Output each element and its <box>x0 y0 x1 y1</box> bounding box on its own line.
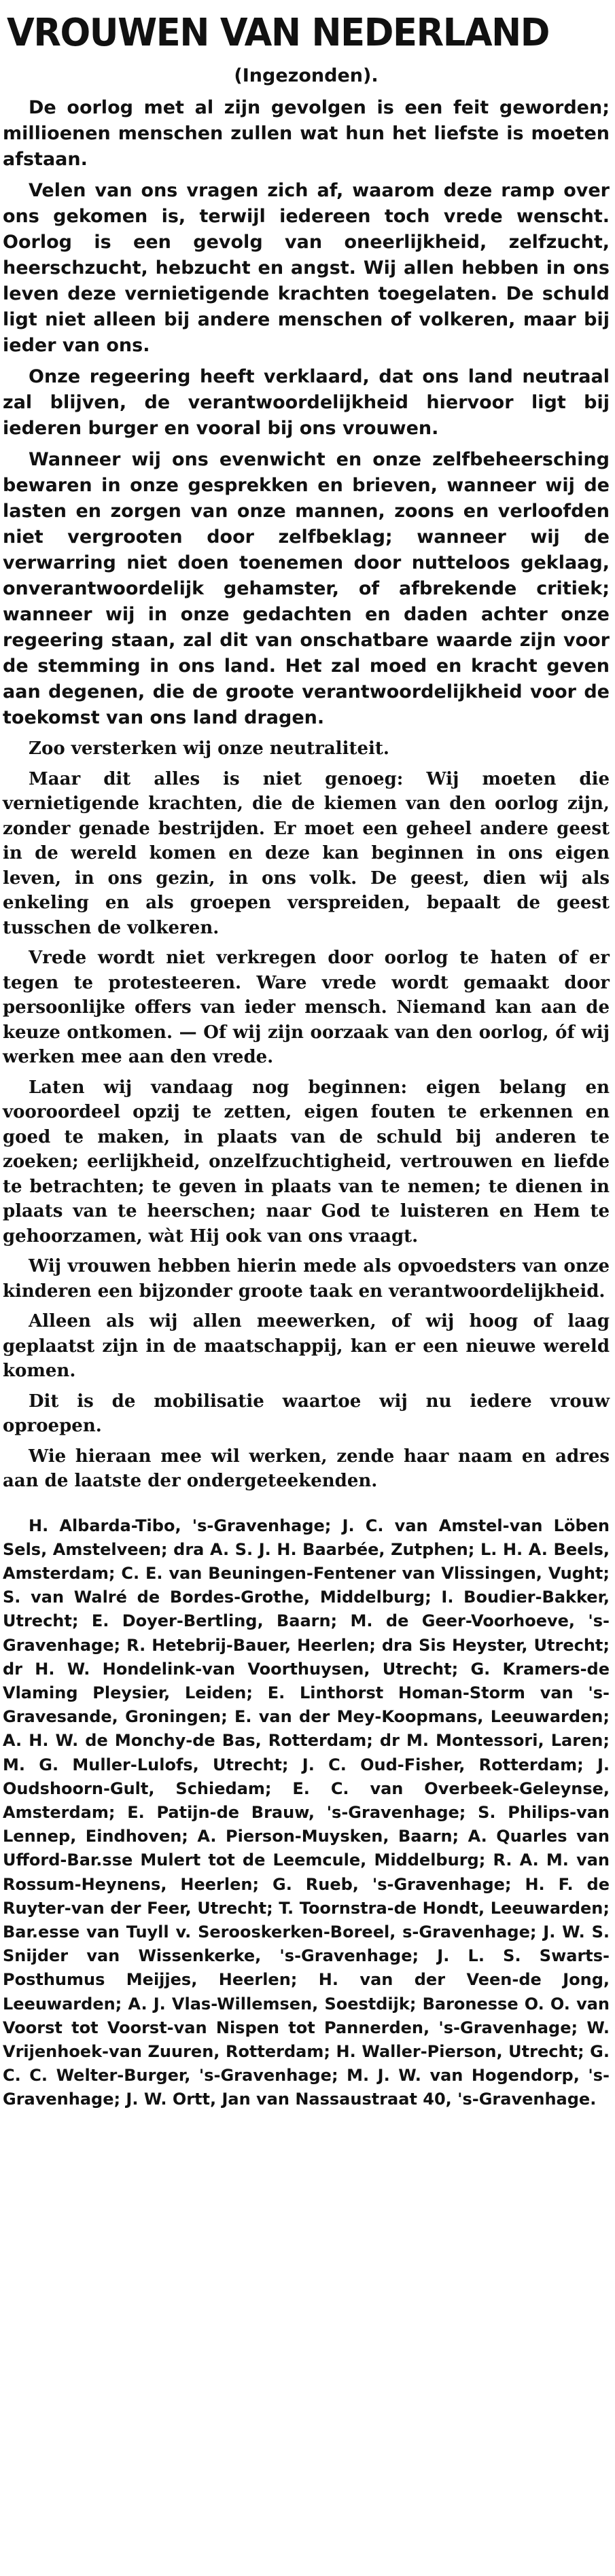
article-headline: VROUWEN VAN NEDERLAND <box>7 11 550 55</box>
article-paragraph: Velen van ons vragen zich af, waarom deze ramp over ons gekomen is, terwijl iedereen toch vrede wenscht. Oorlog is een gevolg van oneerlijkheid, zelfzucht, heerschzucht, hebzucht en angst. Wij allen hebben in ons leven deze vernietigende krachten toegelaten. De schuld ligt niet alleen bij andere menschen of volkeren, maar bij ieder van ons. <box>3 180 610 356</box>
article-paragraph: De oorlog met al zijn gevolgen is een feit geworden; millioenen menschen zullen wat hun het liefste is moeten afstaan. <box>3 97 610 170</box>
article-paragraph: Alleen als wij allen meewerken, of wij hoog of laag geplaatst zijn in de maatschappij, kan er een nieuwe wereld komen. <box>3 1311 610 1381</box>
article-body <box>3 95 610 1494</box>
article-paragraph: Dit is de mobilisatie waartoe wij nu iedere vrouw oproepen. <box>3 1391 610 1436</box>
article-paragraph: Wanneer wij ons evenwicht en onze zelfbeheersching bewaren in onze gesprekken en brieven, wanneer wij de lasten en zorgen van onze mannen, zoons en verloofden niet vergrooten door zelfbeklag; wanneer wij de verwarring niet doen toenemen door nutteloos geklaag, onverantwoordelijk gehamster, of afbrekende critiek; wanneer wij in onze gedachten en daden achter onze regeering staan, zal dit van onschatbare waarde zijn voor de stemming in ons land. Het zal moed en kracht geven aan degenen, die de groote verantwoordelijkheid voor de toekomst van ons land dragen. <box>3 449 610 728</box>
article-subheading: (Ingezonden). <box>234 65 379 86</box>
article-paragraph: Zoo versterken wij onze neutraliteit. <box>29 738 389 759</box>
article-paragraph: Vrede wordt niet verkregen door oorlog te haten of er tegen te protesteeren. Ware vrede wordt gemaakt door persoonlijke offers van ieder mensch. Niemand kan aan de keuze ontkomen. — Of wij zijn oorzaak van den oorlog, óf wij werken mee aan den vrede. <box>3 948 610 1067</box>
article-paragraph: Laten wij vandaag nog beginnen: eigen belang en vooroordeel opzij te zetten, eigen fouten te erkennen en goed te maken, in plaats van de schuld bij anderen te zoeken; eerlijkheid, onzelfzuchtigheid, vertrouwen en liefde te betrachten; te geven in plaats van te nemen; te dienen in plaats van te heerschen; naar God te luisteren en Hem te gehoorzamen, wàt Hij ook van ons vraagt. <box>3 1077 610 1247</box>
article-paragraph: Maar dit alles is niet genoeg: Wij moeten die vernietigende krachten, die de kiemen van den oorlog zijn, zonder genade bestrijden. Er moet een geheel andere geest in de wereld komen en deze kan beginnen in ons eigen leven, in ons gezin, in ons volk. De geest, dien wij als enkeling en als groepen verspreiden, bepaalt de geest tusschen de volkeren. <box>3 768 610 938</box>
article-paragraph: Wij vrouwen hebben hierin mede als opvoedsters van onze kinderen een bijzonder groote taak en verantwoordelijkheid. <box>3 1256 610 1302</box>
signatories-list: H. Albarda-Tibo, 's-Gravenhage; J. C. van Amstel-van Löben Sels, Amstelveen; dra A. S. J. H. Baarbée, Zutphen; L. H. A. Beels, Amsterdam; C. E. van Beuningen-Fentener van Vlissingen, Vught; S. van Walré de Bordes-Grothe, Middelburg; I. Boudier-Bakker, Utrecht; E. Doyer-Bertling, Baarn; M. de Geer-Voorhoeve, 's-Gravenhage; R. Hetebrij-Bauer, Heerlen; dra Sis Heyster, Utrecht; dr H. W. Hondelink-van Voorthuysen, Utrecht; G. Kramers-de Vlaming Pleysier, Leiden; E. Linthorst Homan-Storm van 's-Gravesande, Groningen; E. van der Mey-Koopmans, Leeuwarden; A. H. W. de Monchy-de Bas, Rotterdam; dr M. Montessori, Laren; M. G. Muller-Lulofs, Utrecht; J. C. Oud-Fisher, Rotterdam; J. Oudshoorn-Gult, Schiedam; E. C. van Overbeek-Geleynse, Amsterdam; E. Patijn-de Brauw, 's-Gravenhage; S. Philips-van Lennep, Eindhoven; A. Pierson-Muysken, Baarn; A. Quarles van Ufford-Bar.sse Mulert tot de Leemcule, Middelburg; R. A. M. van Rossum-Heynens, Heerlen; G. Rueb, 's-Gravenhage; H. F. de Ruyter-van der Feer, Utrecht; T. Toornstra-de Hondt, Leeuwarden; Bar.esse van Tuyll v. Serooskerken-Boreel, s-Gravenhage; J. W. S. Snijder van Wissenkerke, 's-Gravenhage; J. L. S. Swarts-Posthumus Meijjes, Heerlen; H. van der Veen-de Jong, Leeuwarden; A. J. Vlas-Willemsen, Soestdijk; Baronesse O. O. van Voorst tot Voorst-van Nispen tot Pannerden, 's-Gravenhage; W. Vrijenhoek-van Zuuren, Rotterdam; H. Waller-Pierson, Utrecht; G. C. C. Welter-Burger, 's-Gravenhage; M. J. W. van Hogendorp, 's-Gravenhage; J. W. Ortt, Jan van Nassaustraat 40, 's-Gravenhage. <box>3 1516 610 2109</box>
article-paragraph: Onze regeering heeft verklaard, dat ons land neutraal zal blijven, de verantwoordelijkheid hiervoor ligt bij iederen burger en vooral bij ons vrouwen. <box>3 366 610 439</box>
article-paragraph: Wie hieraan mee wil werken, zende haar naam en adres aan de laatste der ondergeteekenden. <box>3 1446 610 1491</box>
